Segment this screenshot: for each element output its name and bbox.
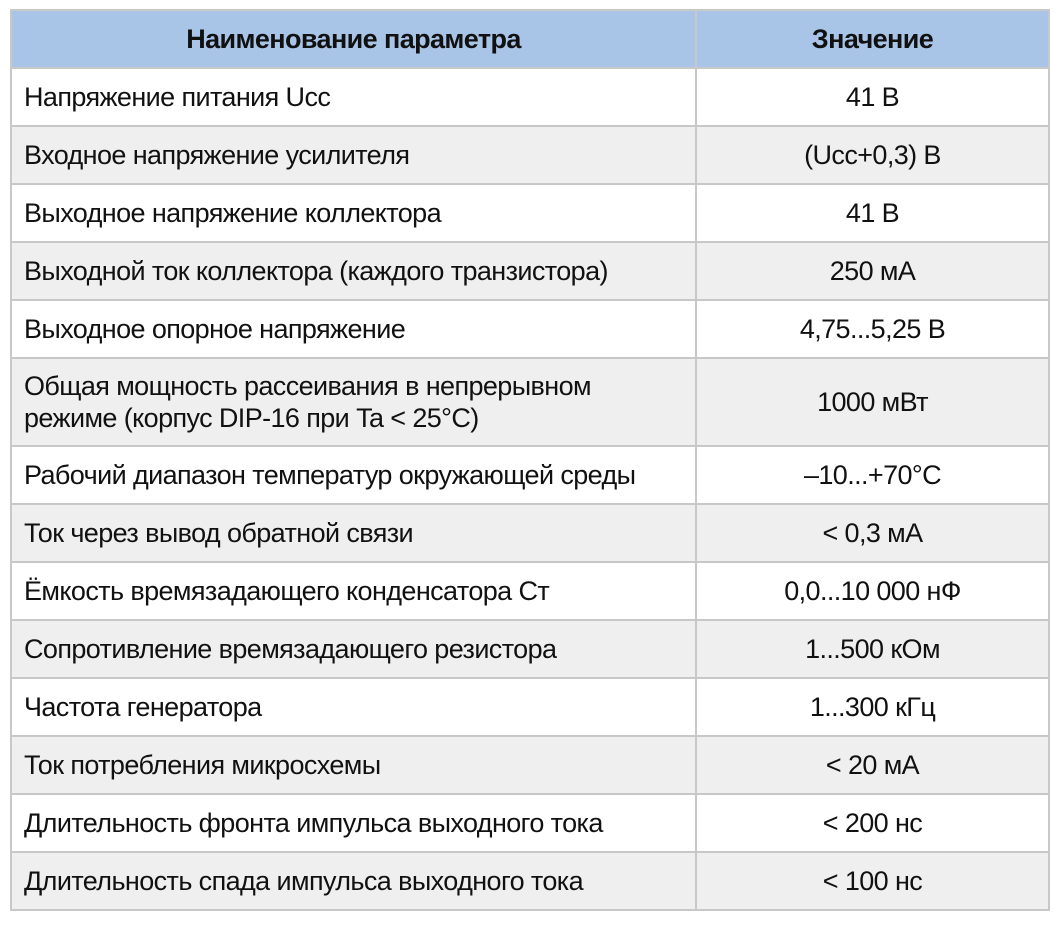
param-name: Напряжение питания Ucc [11,68,696,126]
table-row [11,736,1049,794]
param-value: 41 В [696,184,1049,242]
table-body [11,68,1049,910]
table-row [11,446,1049,504]
table-row [11,68,1049,126]
parameters-table-container [10,9,1048,911]
param-name: Ток через вывод обратной связи [11,504,696,562]
table-row [11,852,1049,910]
table-row [11,504,1049,562]
param-value: (Ucc+0,3) В [696,126,1049,184]
table-row [11,184,1049,242]
table-row [11,794,1049,852]
header-parameter-name: Наименование параметра [11,10,696,68]
header-value: Значение [696,10,1049,68]
table-row [11,620,1049,678]
param-value: < 20 мА [696,736,1049,794]
param-value: 4,75...5,25 В [696,300,1049,358]
param-name [11,358,696,446]
table-row [11,358,1049,446]
param-name: Выходное опорное напряжение [11,300,696,358]
param-value: < 0,3 мА [696,504,1049,562]
table-row [11,300,1049,358]
table-row [11,242,1049,300]
table-row [11,126,1049,184]
table-header [11,10,1049,68]
param-name: Входное напряжение усилителя [11,126,696,184]
parameters-table [10,9,1050,911]
param-value: < 200 нс [696,794,1049,852]
param-name-line-1: Общая мощность рассеивания в непрерывном [24,371,591,401]
param-name: Частота генератора [11,678,696,736]
param-value: –10...+70°C [696,446,1049,504]
param-name: Выходное напряжение коллектора [11,184,696,242]
param-value: 250 мА [696,242,1049,300]
param-value: 0,0...10 000 нФ [696,562,1049,620]
param-value: 1...300 кГц [696,678,1049,736]
param-name: Рабочий диапазон температур окружающей среды [11,446,696,504]
param-name: Выходной ток коллектора (каждого транзистора) [11,242,696,300]
param-name: Сопротивление времязадающего резистора [11,620,696,678]
param-value: 41 В [696,68,1049,126]
param-name: Ток потребления микросхемы [11,736,696,794]
table-row [11,678,1049,736]
param-name: Длительность фронта импульса выходного тока [11,794,696,852]
table-row [11,562,1049,620]
header-row [11,10,1049,68]
param-value: 1...500 кОм [696,620,1049,678]
param-value: < 100 нс [696,852,1049,910]
param-name-line-2: режиме (корпус DIP-16 при Ta < 25°C) [24,403,479,433]
param-name: Ёмкость времязадающего конденсатора Ст [11,562,696,620]
param-name: Длительность спада импульса выходного тока [11,852,696,910]
param-value: 1000 мВт [696,358,1049,446]
